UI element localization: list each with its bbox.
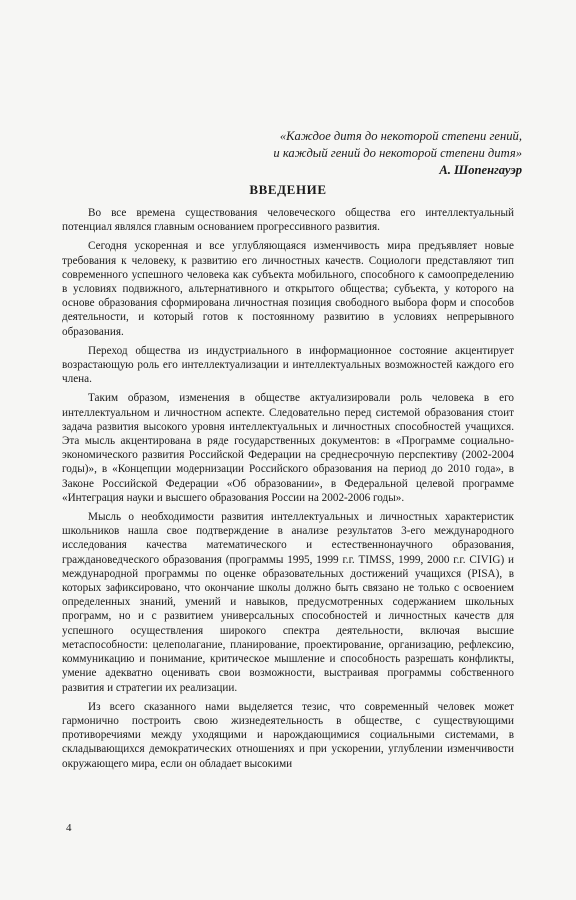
epigraph-line-1: «Каждое дитя до некоторой степени гений, [279, 129, 522, 143]
paragraph-2: Сегодня ускоренная и все углубляющаяся изменчивость мира предъявляет новые требования к человеку, к развитию его личностных качеств. Социологи представляют тип современного успешного человека как субъекта мобильного, способного к самоопределению в условиях подвижного, альтернативного и открытого общества; субъекта, у которого на основе образования сформирована личностная позиция свободного выбора форм и способов деятельности, и который готов к постоянному развитию в условиях непрерывного образования. [62, 240, 514, 338]
paragraph-6: Из всего сказанного нами выделяется тезис, что современный человек может гармонично построить свою жизнедеятельность в обществе, с существующими противоречиями между уходящими и нарождающимися социальными системами, в складывающихся демократических отношениях и при ускорении, углублении изменчивости окружающего мира, если он обладает высокими [62, 700, 514, 770]
epigraph [192, 128, 522, 179]
page-number: 4 [66, 822, 72, 834]
paragraph-3: Переход общества из индустриального в информационное состояние акцентирует возрастающую роль его интеллектуализации и интеллектуальных возможностей каждого его члена. [62, 344, 514, 386]
epigraph-line-2: и каждый гений до некоторой степени дитя» [273, 146, 522, 160]
paragraph-1: Во все времена существования человеческого общества его интеллектуальный потенциал являлся главным основанием прогрессивного развития. [62, 207, 514, 234]
epigraph-author: А. Шопенгауэр [439, 163, 522, 177]
section-title: ВВЕДЕНИЕ [249, 182, 327, 197]
paragraph-5: Мысль о необходимости развития интеллектуальных и личностных характеристик школьников нашла свое подтверждение в анализе результатов 3-его международного исследования качества математического и естественнонаучного образования, граждановедческого образования (программы 1995, 1999 г.г. TIMSS, 1999, 2000 г.г. CIVIG) и международной программы по оценке образовательных достижений учащихся (PISA), в которых зафиксировано, что окончание школы должно быть связано не только с освоением определенных знаний, умений и навыков, предусмотренных содержанием школьных программ, но и с развитием универсальных способностей и личностных качеств для успешного осуществления широкого спектра деятельности, включая высшие метаспособности: целеполагание, планирование, проектирование, организацию, рефлексию, коммуникацию и понимание, критическое мышление и способность разрешать конфликты, умение адекватно оценивать свои возможности, выстраивая программы собственного развития и стратегии их реализации. [62, 511, 514, 694]
paragraph-4: Таким образом, изменения в обществе актуализировали роль человека в его интеллектуальном и личностном аспекте. Следовательно перед системой образования стоит задача развития высокого уровня интеллектуальных и личностных способностей учащихся. Эта мысль акцентирована в ряде государственных документов: в «Программе социально-экономического развития Российской Федерации на среднесрочную перспективу (2002-2004 годы)», в «Концепции модернизации Российского образования на период до 2010 года», в Законе Российской Федерации «Об образовании», в Федеральной целевой программе «Интеграция науки и высшего образования России на 2002-2006 годы». [62, 392, 514, 504]
body-text [62, 206, 514, 771]
